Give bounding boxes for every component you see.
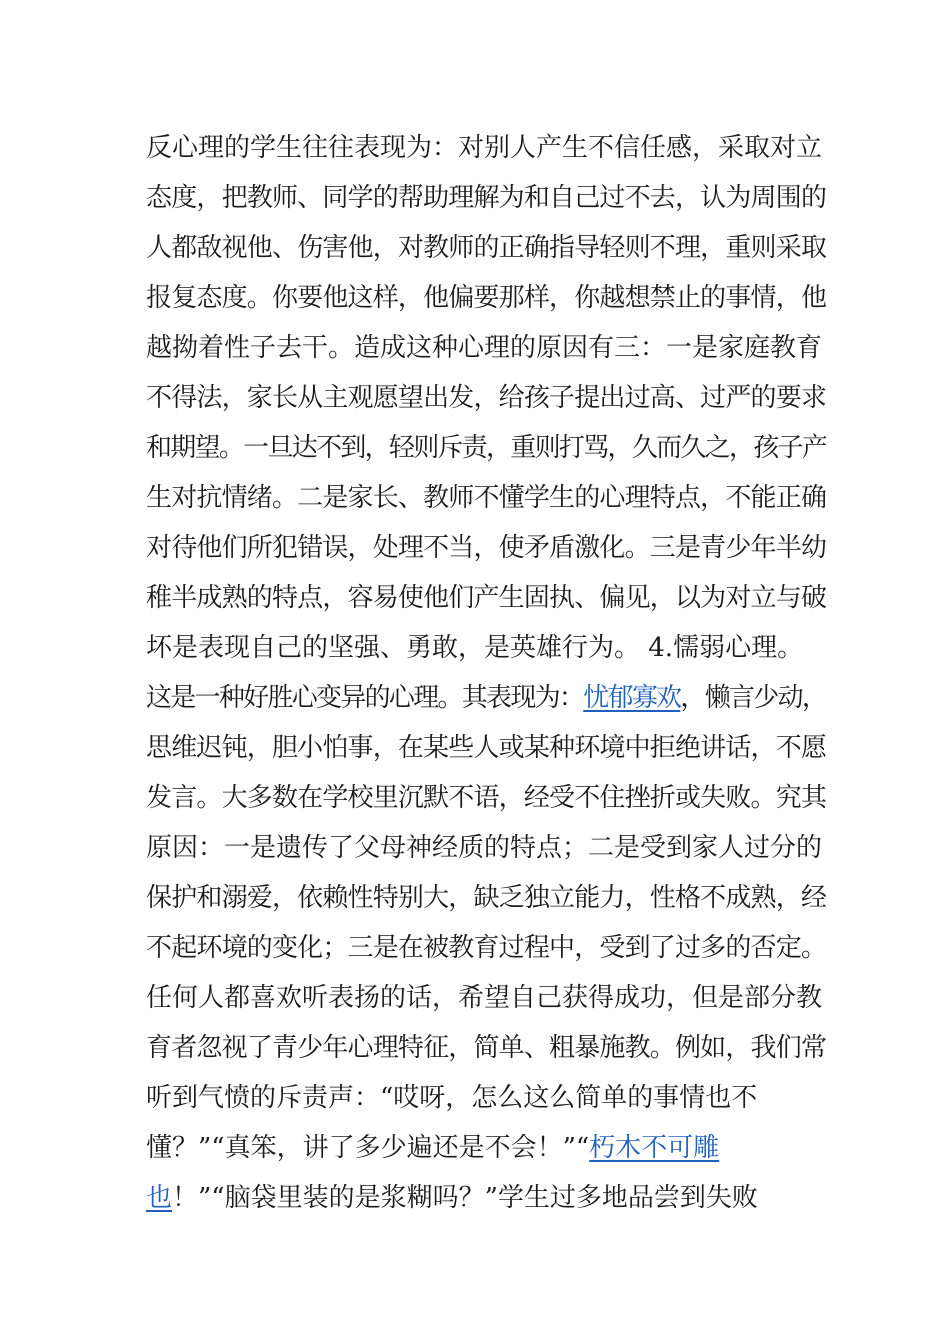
inline-link[interactable]: 朽木不可雕 <box>589 1133 720 1163</box>
text-line <box>146 1023 826 1073</box>
text-line <box>146 523 826 573</box>
text-segment: 思维迟钝，胆小怕事，在某些人或某种环境中拒绝讲话，不愿 <box>146 733 826 763</box>
text-segment: 育者忽视了青少年心理特征，简单、粗暴施教。例如，我们常 <box>146 1033 826 1063</box>
text-segment: 保护和溺爱，依赖性特别大，缺乏独立能力，性格不成熟，经 <box>146 883 826 913</box>
text-segment: 报复态度。你要他这样，他偏要那样，你越想禁止的事情，他 <box>146 283 826 313</box>
text-line <box>146 923 826 973</box>
text-line <box>146 973 826 1023</box>
text-segment: 稚半成熟的特点，容易使他们产生固执、偏见，以为对立与破 <box>146 583 826 613</box>
text-segment: 任何人都喜欢听表扬的话，希望自己获得成功，但是部分教 <box>146 983 823 1013</box>
text-segment: 坏是表现自己的坚强、勇敢，是英雄行为。 4.懦弱心理。 <box>146 633 804 663</box>
text-line <box>146 173 826 223</box>
text-segment: 态度，把教师、同学的帮助理解为和自己过不去，认为周围的 <box>146 183 826 213</box>
body-text <box>146 123 826 1223</box>
text-segment: 越拗着性子去干。造成这种心理的原因有三：一是家庭教育 <box>146 333 823 363</box>
text-segment: 发言。大多数在学校里沉默不语，经受不住挫折或失败。究其 <box>146 783 826 813</box>
text-segment: 对待他们所犯错误，处理不当，使矛盾激化。三是青少年半幼 <box>146 533 826 563</box>
text-line <box>146 223 826 273</box>
text-line <box>146 873 826 923</box>
text-segment: 懂？”“真笨，讲了多少遍还是不会！”“ <box>146 1133 590 1163</box>
inline-link[interactable]: 忧郁寡欢 <box>583 683 681 713</box>
text-segment: 不得法，家长从主观愿望出发，给孩子提出过高、过严的要求 <box>146 383 826 413</box>
text-line <box>146 1173 826 1223</box>
text-segment: 不起环境的变化；三是在被教育过程中，受到了过多的否定。 <box>146 933 826 963</box>
text-segment: 和期望。一旦达不到，轻则斥责，重则打骂，久而久之，孩子产 <box>146 433 826 463</box>
text-line <box>146 323 826 373</box>
text-line <box>146 123 826 173</box>
text-line <box>146 623 826 673</box>
text-line <box>146 273 826 323</box>
text-line <box>146 423 826 473</box>
text-segment: ，懒言少动， <box>680 683 826 713</box>
text-line <box>146 723 826 773</box>
text-segment: 这是一种好胜心变异的心理。其表现为： <box>146 683 584 713</box>
text-segment: 反心理的学生往往表现为：对别人产生不信任感，采取对立 <box>146 133 823 163</box>
text-line <box>146 573 826 623</box>
text-line <box>146 773 826 823</box>
text-line <box>146 673 826 723</box>
text-segment: ！”“脑袋里装的是浆糊吗？”学生过多地品尝到失败 <box>172 1183 758 1213</box>
text-segment: 生对抗情绪。二是家长、教师不懂学生的心理特点，不能正确 <box>146 483 826 513</box>
text-line <box>146 373 826 423</box>
text-segment: 听到气愤的斥责声：“哎呀，怎么这么简单的事情也不 <box>146 1083 758 1113</box>
text-line <box>146 473 826 523</box>
text-line <box>146 1123 826 1173</box>
text-segment: 人都敌视他、伤害他，对教师的正确指导轻则不理，重则采取 <box>146 233 826 263</box>
inline-link[interactable]: 也 <box>146 1183 173 1213</box>
text-segment: 原因：一是遗传了父母神经质的特点；二是受到家人过分的 <box>146 833 823 863</box>
text-line <box>146 823 826 873</box>
text-line <box>146 1073 826 1123</box>
